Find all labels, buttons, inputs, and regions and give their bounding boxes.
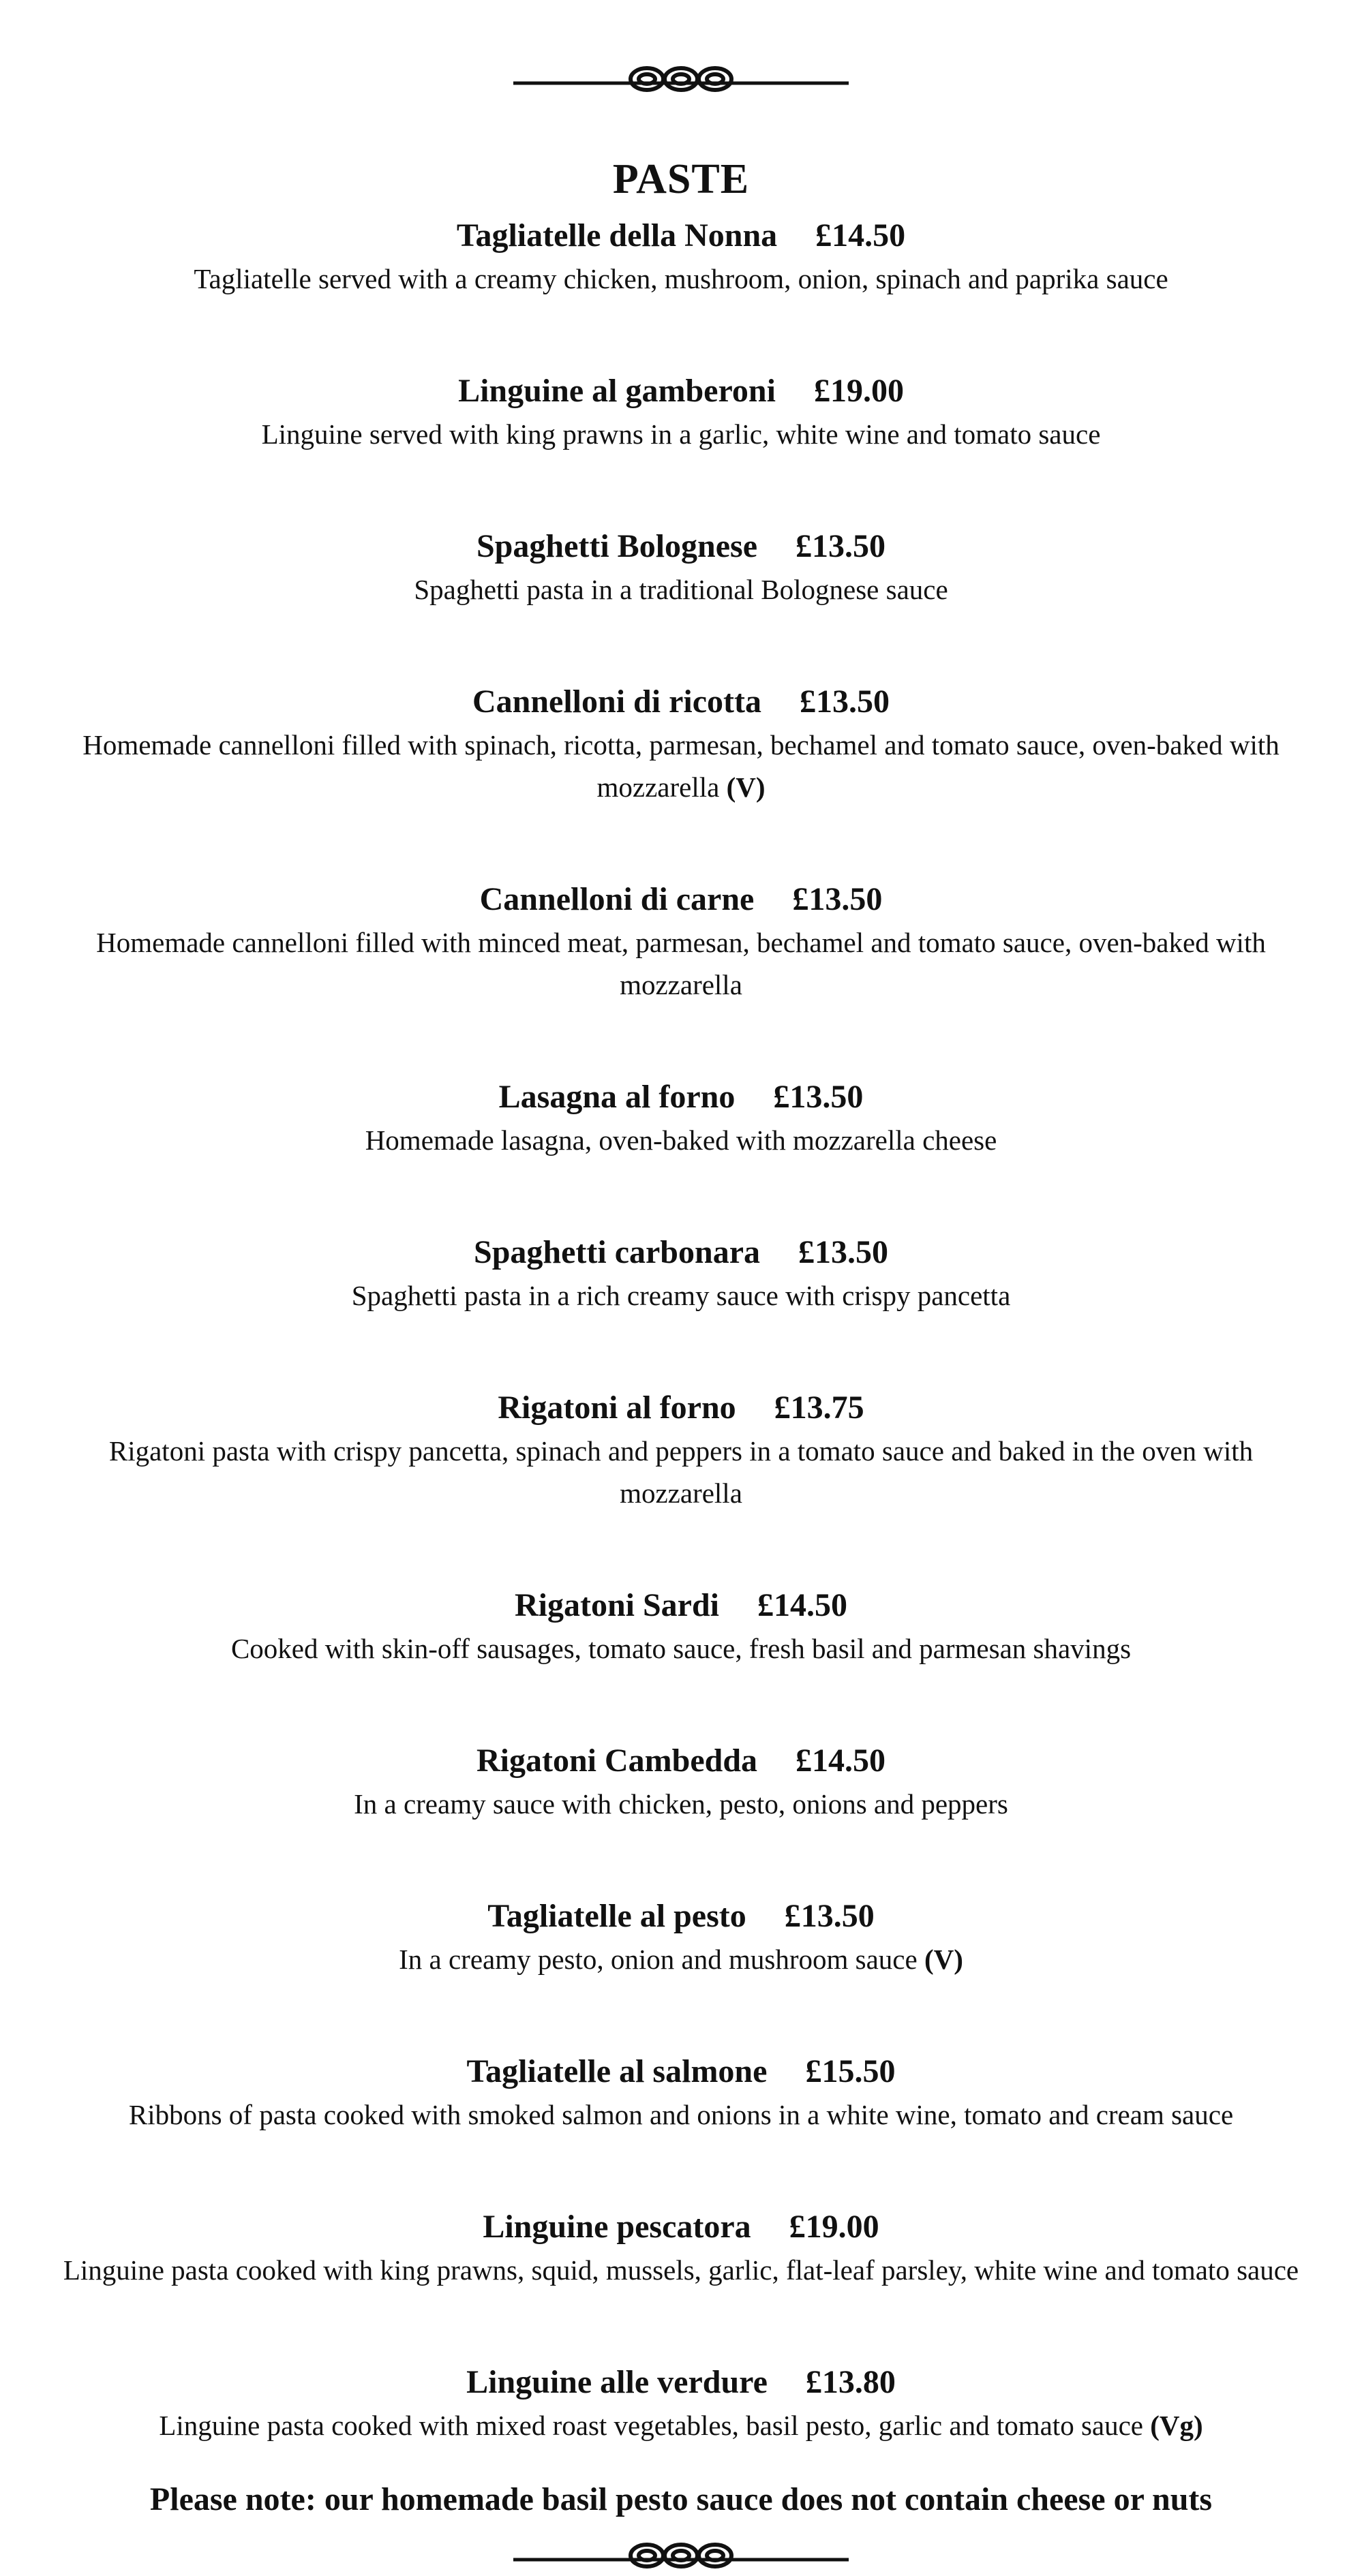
item-description: Linguine served with king prawns in a garlic, white wine and tomato sauce [261,418,1101,450]
item-price: £13.50 [800,684,890,720]
vegetarian-tag: (V) [726,771,766,803]
menu-item-linguine-al-gamberoni [0,369,1362,455]
item-price: £19.00 [813,373,904,409]
item-description: Ribbons of pasta cooked with smoked salmon and onions in a white wine, tomato and cream sauce [128,2099,1234,2130]
item-description: Spaghetti pasta in a rich creamy sauce with crispy pancetta [351,1280,1011,1311]
item-name: Spaghetti carbonara [474,1234,760,1270]
item-description: In a creamy pesto, onion and mushroom sauce [399,1944,924,1975]
item-name: Tagliatelle al salmone [466,2053,768,2089]
menu-item-cannelloni-di-carne [0,878,1362,1006]
item-name: Lasagna al forno [498,1079,736,1115]
item-price: £14.50 [815,217,906,254]
menu-item-rigatoni-cambedda [0,1739,1362,1825]
item-description: Homemade cannelloni filled with spinach, ricotta, parmesan, bechamel and tomato sauce, oven-baked with mozzarella [82,729,1280,803]
item-name: Tagliatelle della Nonna [456,217,778,254]
menu-item-cannelloni-di-ricotta [0,680,1362,808]
menu-item-tagliatelle-della-nonna [0,214,1362,300]
pesto-allergen-note: Please note: our homemade basil pesto sauce does not contain cheese or nuts [149,2481,1213,2517]
menu-item-rigatoni-sardi [0,1584,1362,1670]
menu-item-linguine-alle-verdure [0,2361,1362,2447]
menu-item-lasagna-al-forno [0,1075,1362,1161]
menu-item-spaghetti-carbonara [0,1231,1362,1317]
vegan-tag: (Vg) [1150,2410,1203,2441]
item-description: Spaghetti pasta in a traditional Bolognese sauce [414,574,948,605]
item-description: In a creamy sauce with chicken, pesto, onions and peppers [354,1788,1008,1820]
item-description: Homemade cannelloni filled with minced meat, parmesan, bechamel and tomato sauce, oven-baked with mozzarella [96,927,1266,1000]
item-name: Rigatoni Cambedda [476,1743,758,1779]
item-price: £13.50 [796,528,886,564]
item-price: £13.50 [792,881,883,917]
item-price: £13.50 [773,1079,864,1115]
item-price: £13.75 [774,1390,864,1426]
item-name: Linguine al gamberoni [458,373,776,409]
item-name: Cannelloni di ricotta [472,684,761,720]
menu-item-rigatoni-al-forno [0,1386,1362,1514]
item-name: Linguine alle verdure [466,2364,768,2400]
item-name: Spaghetti Bolognese [476,528,758,564]
menu-item-linguine-pescatora [0,2205,1362,2291]
bottom-ornament-divider [511,2535,851,2576]
item-description: Tagliatelle served with a creamy chicken, mushroom, onion, spinach and paprika sauce [194,263,1168,294]
section-title: PASTE [612,156,750,202]
top-ornament-divider [511,59,851,99]
item-price: £14.50 [796,1743,886,1779]
item-price: £13.50 [784,1898,875,1934]
item-description: Homemade lasagna, oven-baked with mozzarella cheese [365,1124,997,1156]
item-description: Linguine pasta cooked with mixed roast vegetables, basil pesto, garlic and tomato sauce [159,2410,1151,2441]
item-name: Linguine pescatora [483,2209,751,2245]
item-price: £13.80 [805,2364,896,2400]
item-name: Rigatoni al forno [498,1390,736,1426]
item-description: Rigatoni pasta with crispy pancetta, spinach and peppers in a tomato sauce and baked in the oven with mozzarella [108,1435,1254,1509]
menu-item-tagliatelle-al-salmone [0,2050,1362,2136]
menu-item-spaghetti-bolognese [0,525,1362,611]
item-name: Rigatoni Sardi [514,1587,720,1623]
vegetarian-tag: (V) [924,1944,963,1975]
item-price: £14.50 [757,1587,848,1623]
item-price: £15.50 [805,2053,896,2089]
item-price: £19.00 [789,2209,879,2245]
item-description: Linguine pasta cooked with king prawns, squid, mussels, garlic, flat-leaf parsley, white wine and tomato sauce [63,2254,1299,2286]
item-name: Tagliatelle al pesto [487,1898,746,1934]
item-name: Cannelloni di carne [479,881,755,917]
item-price: £13.50 [798,1234,888,1270]
menu-item-tagliatelle-al-pesto [0,1895,1362,1980]
item-description: Cooked with skin-off sausages, tomato sauce, fresh basil and parmesan shavings [230,1633,1132,1664]
menu-items-list [0,214,1362,2447]
